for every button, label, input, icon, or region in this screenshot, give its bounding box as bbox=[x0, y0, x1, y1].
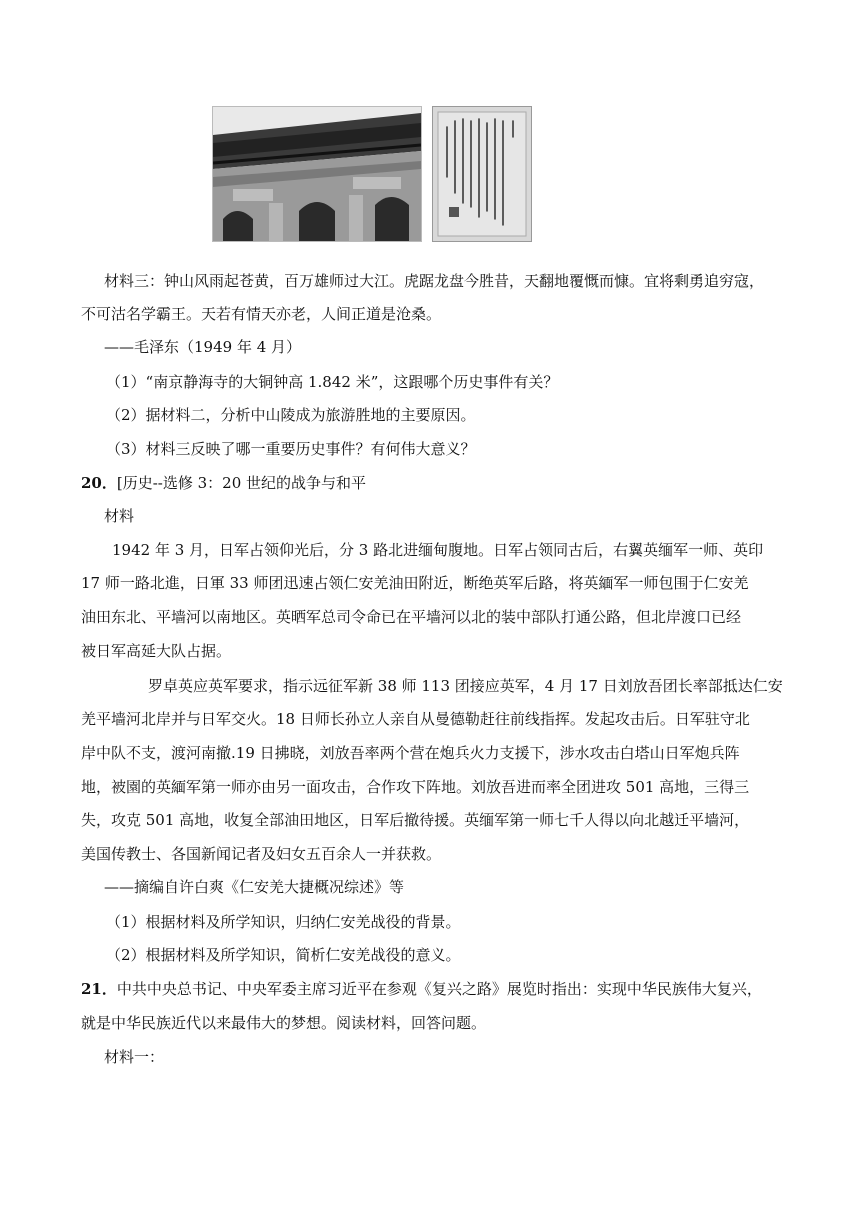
q21-line1 bbox=[81, 979, 762, 999]
q20-source: ——摘编自许白爽《仁安羌大捷概况综述》等 bbox=[104, 878, 405, 896]
q20-p2-line3: 岸中队不支，渡河南撤.19 日拂晓，刘放吾率两个营在炮兵火力支援下，涉水攻击白塔山日军炮兵阵 bbox=[81, 744, 740, 762]
material3-line2: 不可沽名学霸王。天若有情天亦老，人间正道是沧桑。 bbox=[81, 305, 442, 323]
figure-group bbox=[212, 106, 532, 244]
q20-p2-line1: 罗卓英应英军要求，指示远征军新 38 师 113 团接应英军，4 月 17 日刘放吾团长率部抵达仁安 bbox=[148, 677, 783, 695]
q20-material-label: 材料 bbox=[104, 507, 135, 525]
q20-item-1: （1）根据材料及所学知识，归纳仁安羌战役的背景。 bbox=[106, 913, 461, 931]
q20-p2-line4: 地，被園的英緬军第一师亦由另一面攻击，合作攻下阵地。刘放吾进而率全团进攻 501 高地，三得三 bbox=[81, 778, 750, 796]
q20-title: [历史--选修 3：20 世纪的战争与和平 bbox=[116, 474, 367, 492]
q21-text: 中共中央总书记、中央军委主席习近平在参观《复兴之路》展览时指出：实现中华民族伟大复兴， bbox=[116, 980, 762, 998]
q20-p1-line4: 被日军高延大队占据。 bbox=[81, 642, 232, 660]
q21-line2: 就是中华民族近代以来最伟大的梦想。阅读材料，回答问题。 bbox=[81, 1014, 487, 1032]
q19-item-1: （1）“南京静海寺的大铜钟高 1.842 米”，这跟哪个历史事件有关？ bbox=[106, 373, 559, 391]
q20-p2-line5: 失，攻克 501 高地，收复全部油田地区，日军后撤待援。英缅军第一师七千人得以向北越迁平墙河， bbox=[81, 811, 750, 829]
material3-label: 材料三： bbox=[104, 272, 165, 290]
q20-p2-line6: 美国传教士、各国新闻记者及妇女五百余人一并获救。 bbox=[81, 845, 442, 863]
q21-material-label: 材料一： bbox=[104, 1048, 165, 1066]
material3-source: ——毛泽东（1949 年 4 月） bbox=[104, 338, 302, 356]
material3-line1 bbox=[104, 271, 764, 291]
calligraphy-scroll bbox=[432, 106, 532, 242]
q19-item-2: （2）据材料二，分析中山陵成为旅游胜地的主要原因。 bbox=[106, 406, 476, 424]
q20-p1-line1: 1942 年 3 月，日军占领仰光后，分 3 路北进缅甸腹地。日军占领同古后，右翼英缅军一师、英印 bbox=[112, 541, 764, 559]
material3-text: 钟山风雨起苍黄，百万雄师过大江。虎踞龙盘今胜昔，天翻地覆慨而慷。宜将剩勇追穷寇， bbox=[164, 272, 765, 290]
q20-number: 20． bbox=[81, 474, 117, 492]
q20-item-2: （2）根据材料及所学知识，简析仁安羌战役的意义。 bbox=[106, 946, 461, 964]
q19-item-3: （3）材料三反映了哪一重要历史事件？有何伟大意义？ bbox=[106, 440, 476, 458]
q21-number: 21． bbox=[81, 980, 117, 998]
q20-p1-line2: 17 师一路北進，日軍 33 师团迅速占领仁安羌油田附近，断绝英军后路，将英緬军一师包围于仁安羌 bbox=[81, 574, 749, 592]
mausoleum-photo bbox=[212, 106, 422, 242]
q20-heading bbox=[81, 473, 366, 493]
q20-p1-line3: 油田东北、平墙河以南地区。英晒军总司令命已在平墙河以北的装中部队打通公路，但北岸渡口已经 bbox=[81, 608, 742, 626]
q20-p2-line2: 羌平墙河北岸并与日军交火。18 日师长孙立人亲自从曼德勒赶往前线指挥。发起攻击后。日军驻守北 bbox=[81, 710, 750, 728]
